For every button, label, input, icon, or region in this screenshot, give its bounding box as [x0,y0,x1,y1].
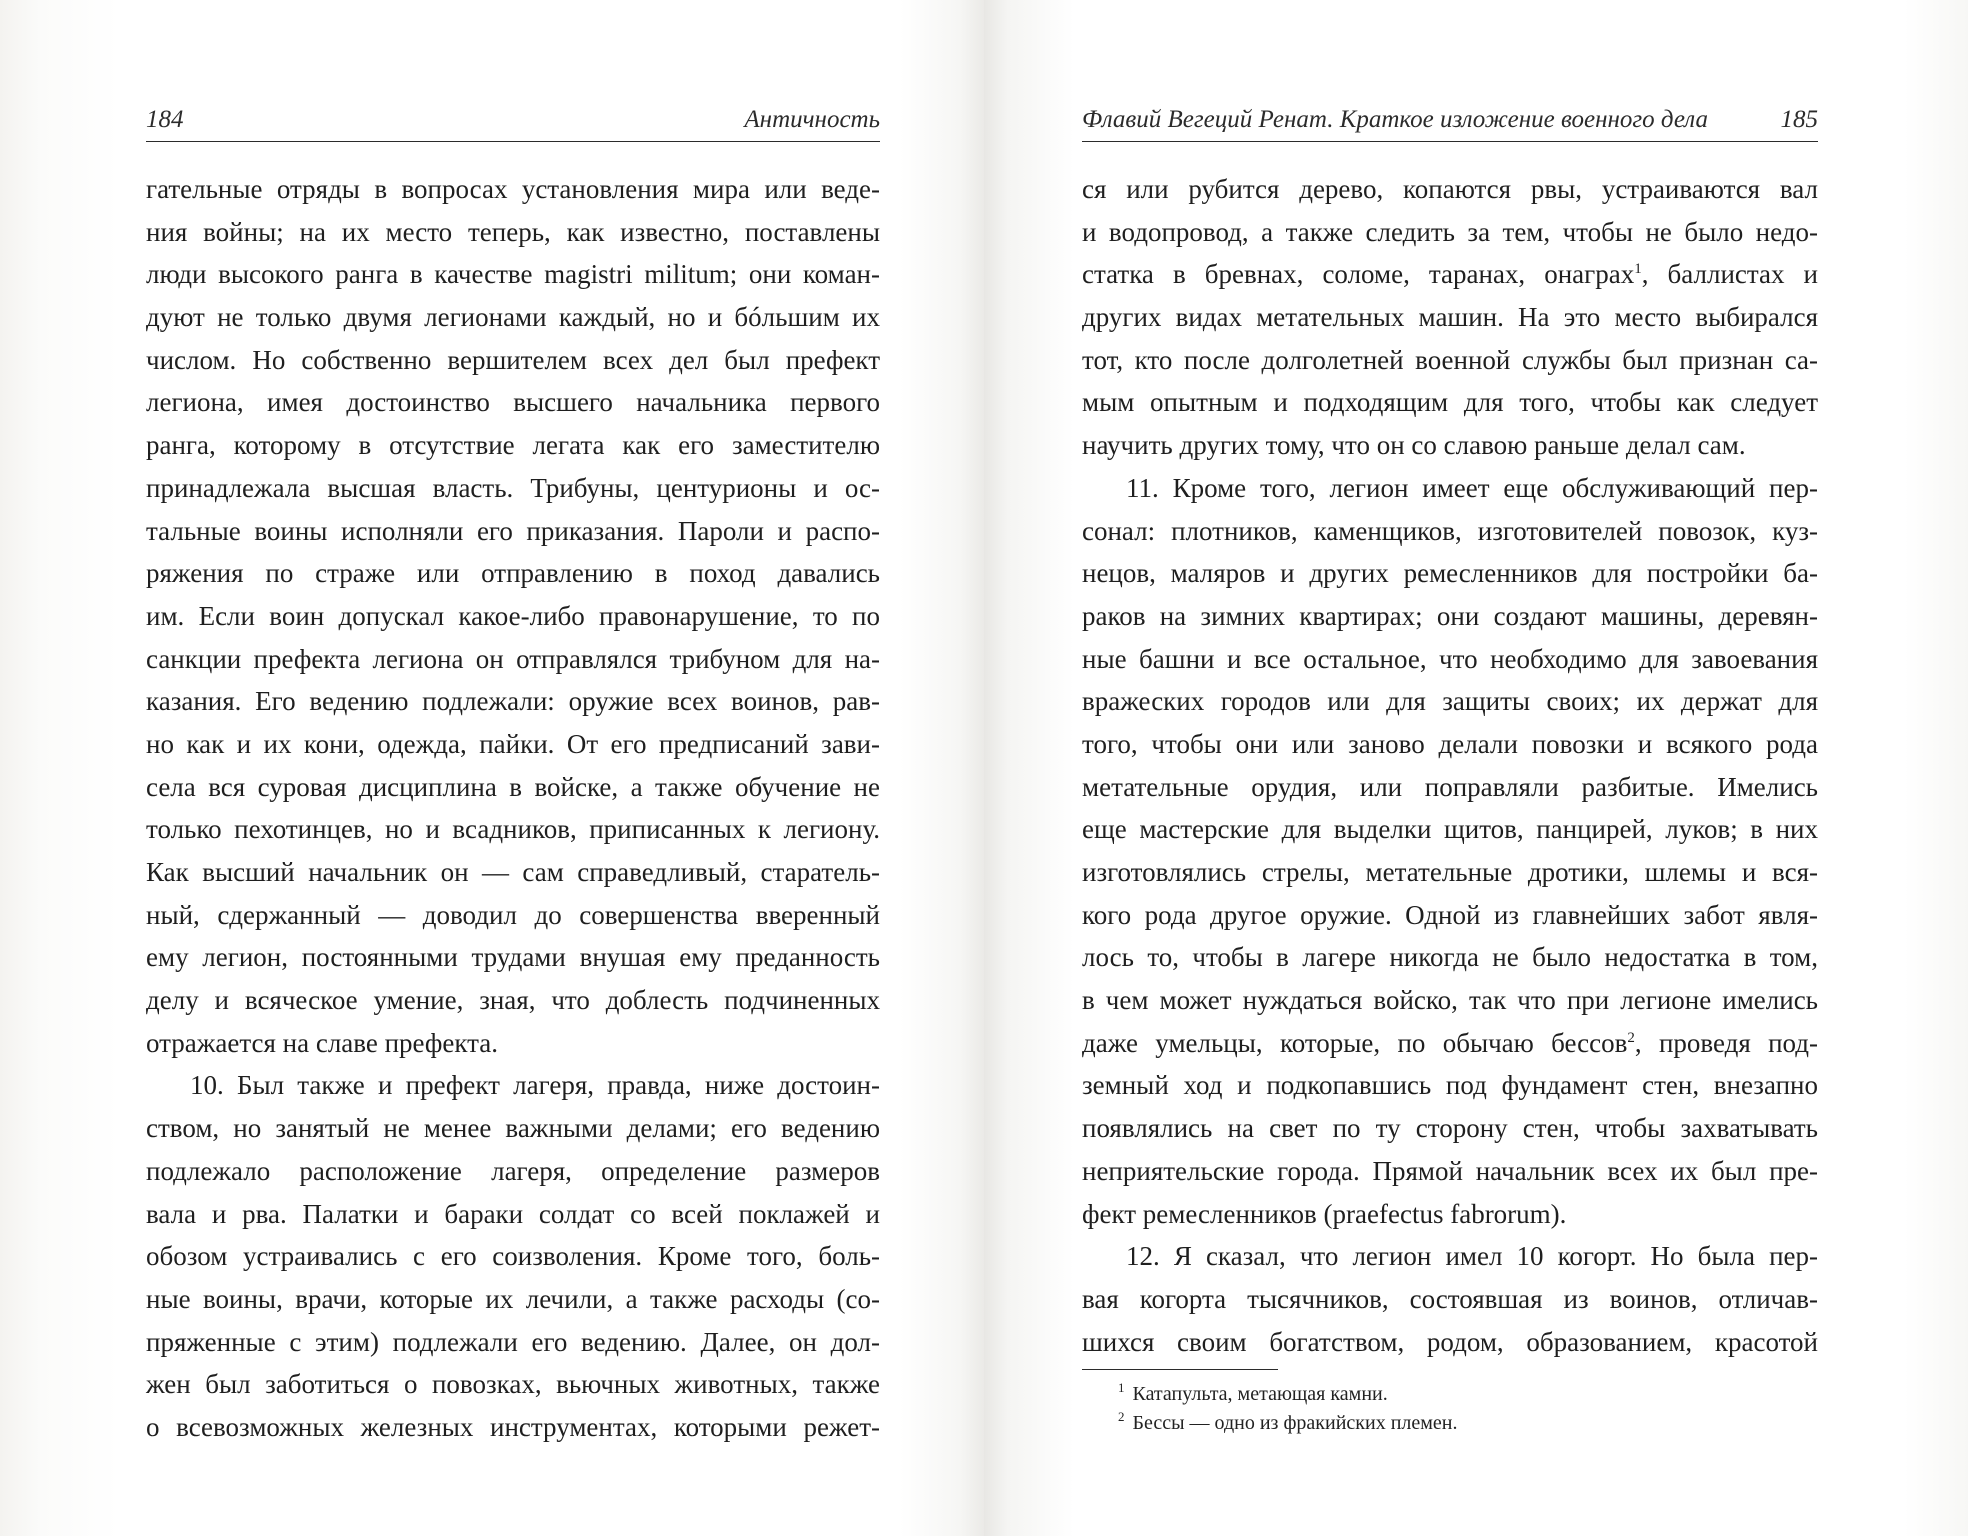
left-running-head [146,106,880,146]
footnote-text: Катапульта, метающая камни. [1132,1383,1388,1405]
paragraph-start-line: 12. Я сказал, что легион имел 10 когорт. Но была пер- [1126,1241,1818,1272]
text-line: других видах метательных машин. На это место выбирался [1082,302,1818,333]
text-line: того, чтобы они или заново делали повозки и всякого рода [1082,728,1818,759]
text-segment: даже умельцы, которые, по обычаю бессов [1082,1027,1628,1058]
text-line: люди высокого ранга в качестве magistri militum; они коман- [146,259,880,290]
paragraph-start-line: 11. Кроме того, легион имеет еще обслуживающий пер- [1126,472,1818,503]
text-line: ные башни и все остальное, что необходимо для завоевания [1082,643,1818,674]
text-line: отражается на славе префекта. [146,1027,498,1058]
text-line: изготовлялись стрелы, метательные дротики, шлемы и вся- [1082,857,1818,887]
text-segment: , проведя под- [1634,1027,1818,1058]
text-line: появлялись на свет по ту сторону стен, чтобы захватывать [1082,1113,1818,1144]
footnote-1 [1082,1380,1818,1409]
text-line: кого рода другое оружие. Одной из главнейших забот явля- [1082,899,1818,930]
text-line: и водопровод, а также следить за тем, чтобы не было недо- [1082,216,1818,247]
text-line: в чем может нуждаться войско, так что при легионе имелись [1082,985,1818,1016]
text-line: санкции префекта легиона он отправлялся трибуном для на- [146,643,880,674]
text-line: принадлежала высшая власть. Трибуны, центурионы и ос- [146,472,880,503]
text-line: вала и рва. Палатки и бараки солдат со всей поклажей и [146,1198,880,1229]
text-line: числом. Но собственно вершителем всех дел был префект [146,344,880,375]
footnote-rule [1082,1369,1278,1370]
text-line: легиона, имея достоинство высшего начальника первого [146,387,880,418]
text-line: мым опытным и подходящим для того, чтобы как следует [1082,387,1818,418]
text-line [1082,1022,1818,1065]
text-line: ный, сдержанный — доводил до совершенства вверенный [146,899,880,930]
footnote-2 [1082,1409,1818,1438]
left-page-number: 184 [146,106,184,133]
text-line: но как и их кони, одежда, пайки. От его предписаний зави- [146,728,880,759]
text-line: дуют не только двумя легионами каждый, но и бóльшим их [146,302,880,333]
text-line: земный ход и подкопавшись под фундамент стен, внезапно [1082,1070,1818,1101]
text-line: ряжения по страже или отправлению в поход давались [146,558,880,589]
text-line: села вся суровая дисциплина в войске, а также обучение не [146,771,880,802]
text-line: раков на зимних квартирах; они создают машины, деревян- [1082,600,1818,631]
right-header-rule [1082,141,1818,142]
text-line: научить других тому, что он со славою раньше делал сам. [1082,430,1746,461]
text-line: делу и всяческое умение, зная, что доблесть подчиненных [146,985,880,1016]
footnotes [1082,1380,1818,1438]
right-running-title: Флавий Вегеций Ренат. Краткое изложение военного дела [1082,106,1709,133]
text-line: о всевозможных железных инструментах, которыми режет- [146,1411,880,1442]
footnote-ref-1[interactable]: 1 [1634,261,1642,278]
text-line [1082,253,1818,296]
footnote-mark: 2 [1118,1409,1125,1425]
text-line: тот, кто после долголетней военной службы был признан са- [1082,344,1818,375]
text-line: метательные орудия, или поправляли разбитые. Имелись [1082,771,1818,802]
text-line: ся или рубится дерево, копаются рвы, устраиваются вал [1082,174,1818,204]
text-line: только пехотинцев, но и всадников, приписанных к легиону. [146,814,880,845]
text-line: неприятельские города. Прямой начальник всех их был пре- [1082,1155,1818,1186]
text-line: им. Если воин допускал какое-либо правонарушение, то по [146,600,880,631]
text-line: ранга, которому в отсутствие легата как его заместителю [146,430,880,461]
text-line: шихся своим богатством, родом, образованием, красотой [1082,1326,1818,1357]
paragraph-start-line: 10. Был также и префект лагеря, правда, ниже достоин- [190,1070,880,1101]
right-page-number: 185 [1780,106,1818,133]
text-line: фект ремесленников (praefectus fabrorum). [1082,1198,1567,1229]
footnote-mark: 1 [1118,1380,1125,1396]
text-line: обозом устраивались с его соизволения. Кроме того, боль- [146,1241,880,1272]
text-line: лось то, чтобы в лагере никогда не было недостатка в том, [1082,942,1818,973]
text-line: вая когорта тысячников, состоявшая из воинов, отличав- [1082,1283,1818,1314]
text-line: ему легион, постоянными трудами внушая ему преданность [146,942,880,973]
text-line: гательные отряды в вопросах установления мира или веде- [146,174,880,204]
right-body-text [1082,168,1818,1363]
text-line: жен был заботиться о повозках, вьючных животных, также [146,1369,880,1400]
footnote-text: Бессы — одно из фракийских племен. [1132,1412,1458,1434]
text-segment: статка в бревнах, соломе, таранах, онаграх [1082,259,1635,290]
footnote-ref-2[interactable]: 2 [1627,1029,1635,1046]
text-line: казания. Его ведению подлежали: оружие всех воинов, рав- [146,686,880,717]
left-header-rule [146,141,880,142]
right-running-head [1082,106,1818,146]
text-line: тальные воины исполняли его приказания. Пароли и распо- [146,515,880,546]
text-line: Как высший начальник он — сам справедливый, старатель- [146,857,880,887]
text-line: нецов, маляров и других ремесленников для постройки ба- [1082,558,1818,589]
text-line: подлежало расположение лагеря, определение размеров [146,1155,880,1186]
text-line: еще мастерские для выделки щитов, панцирей, луков; в них [1082,814,1818,845]
left-running-title: Античность [744,106,880,133]
text-line: пряженные с этим) подлежали его ведению. Далее, он дол- [146,1326,880,1357]
text-line: вражеских городов или для защиты своих; их держат для [1082,686,1818,717]
text-segment: , баллистах и [1641,259,1818,290]
right-page [984,0,1968,1536]
text-line: ния войны; на их место теперь, как известно, поставлены [146,216,880,247]
left-body-text [146,168,880,1449]
text-line: сонал: плотников, каменщиков, изготовителей повозок, куз- [1082,515,1818,546]
text-line: ные воины, врачи, которые их лечили, а также расходы (со- [146,1283,880,1314]
text-line: ством, но занятый не менее важными делами; его ведению [146,1113,880,1144]
